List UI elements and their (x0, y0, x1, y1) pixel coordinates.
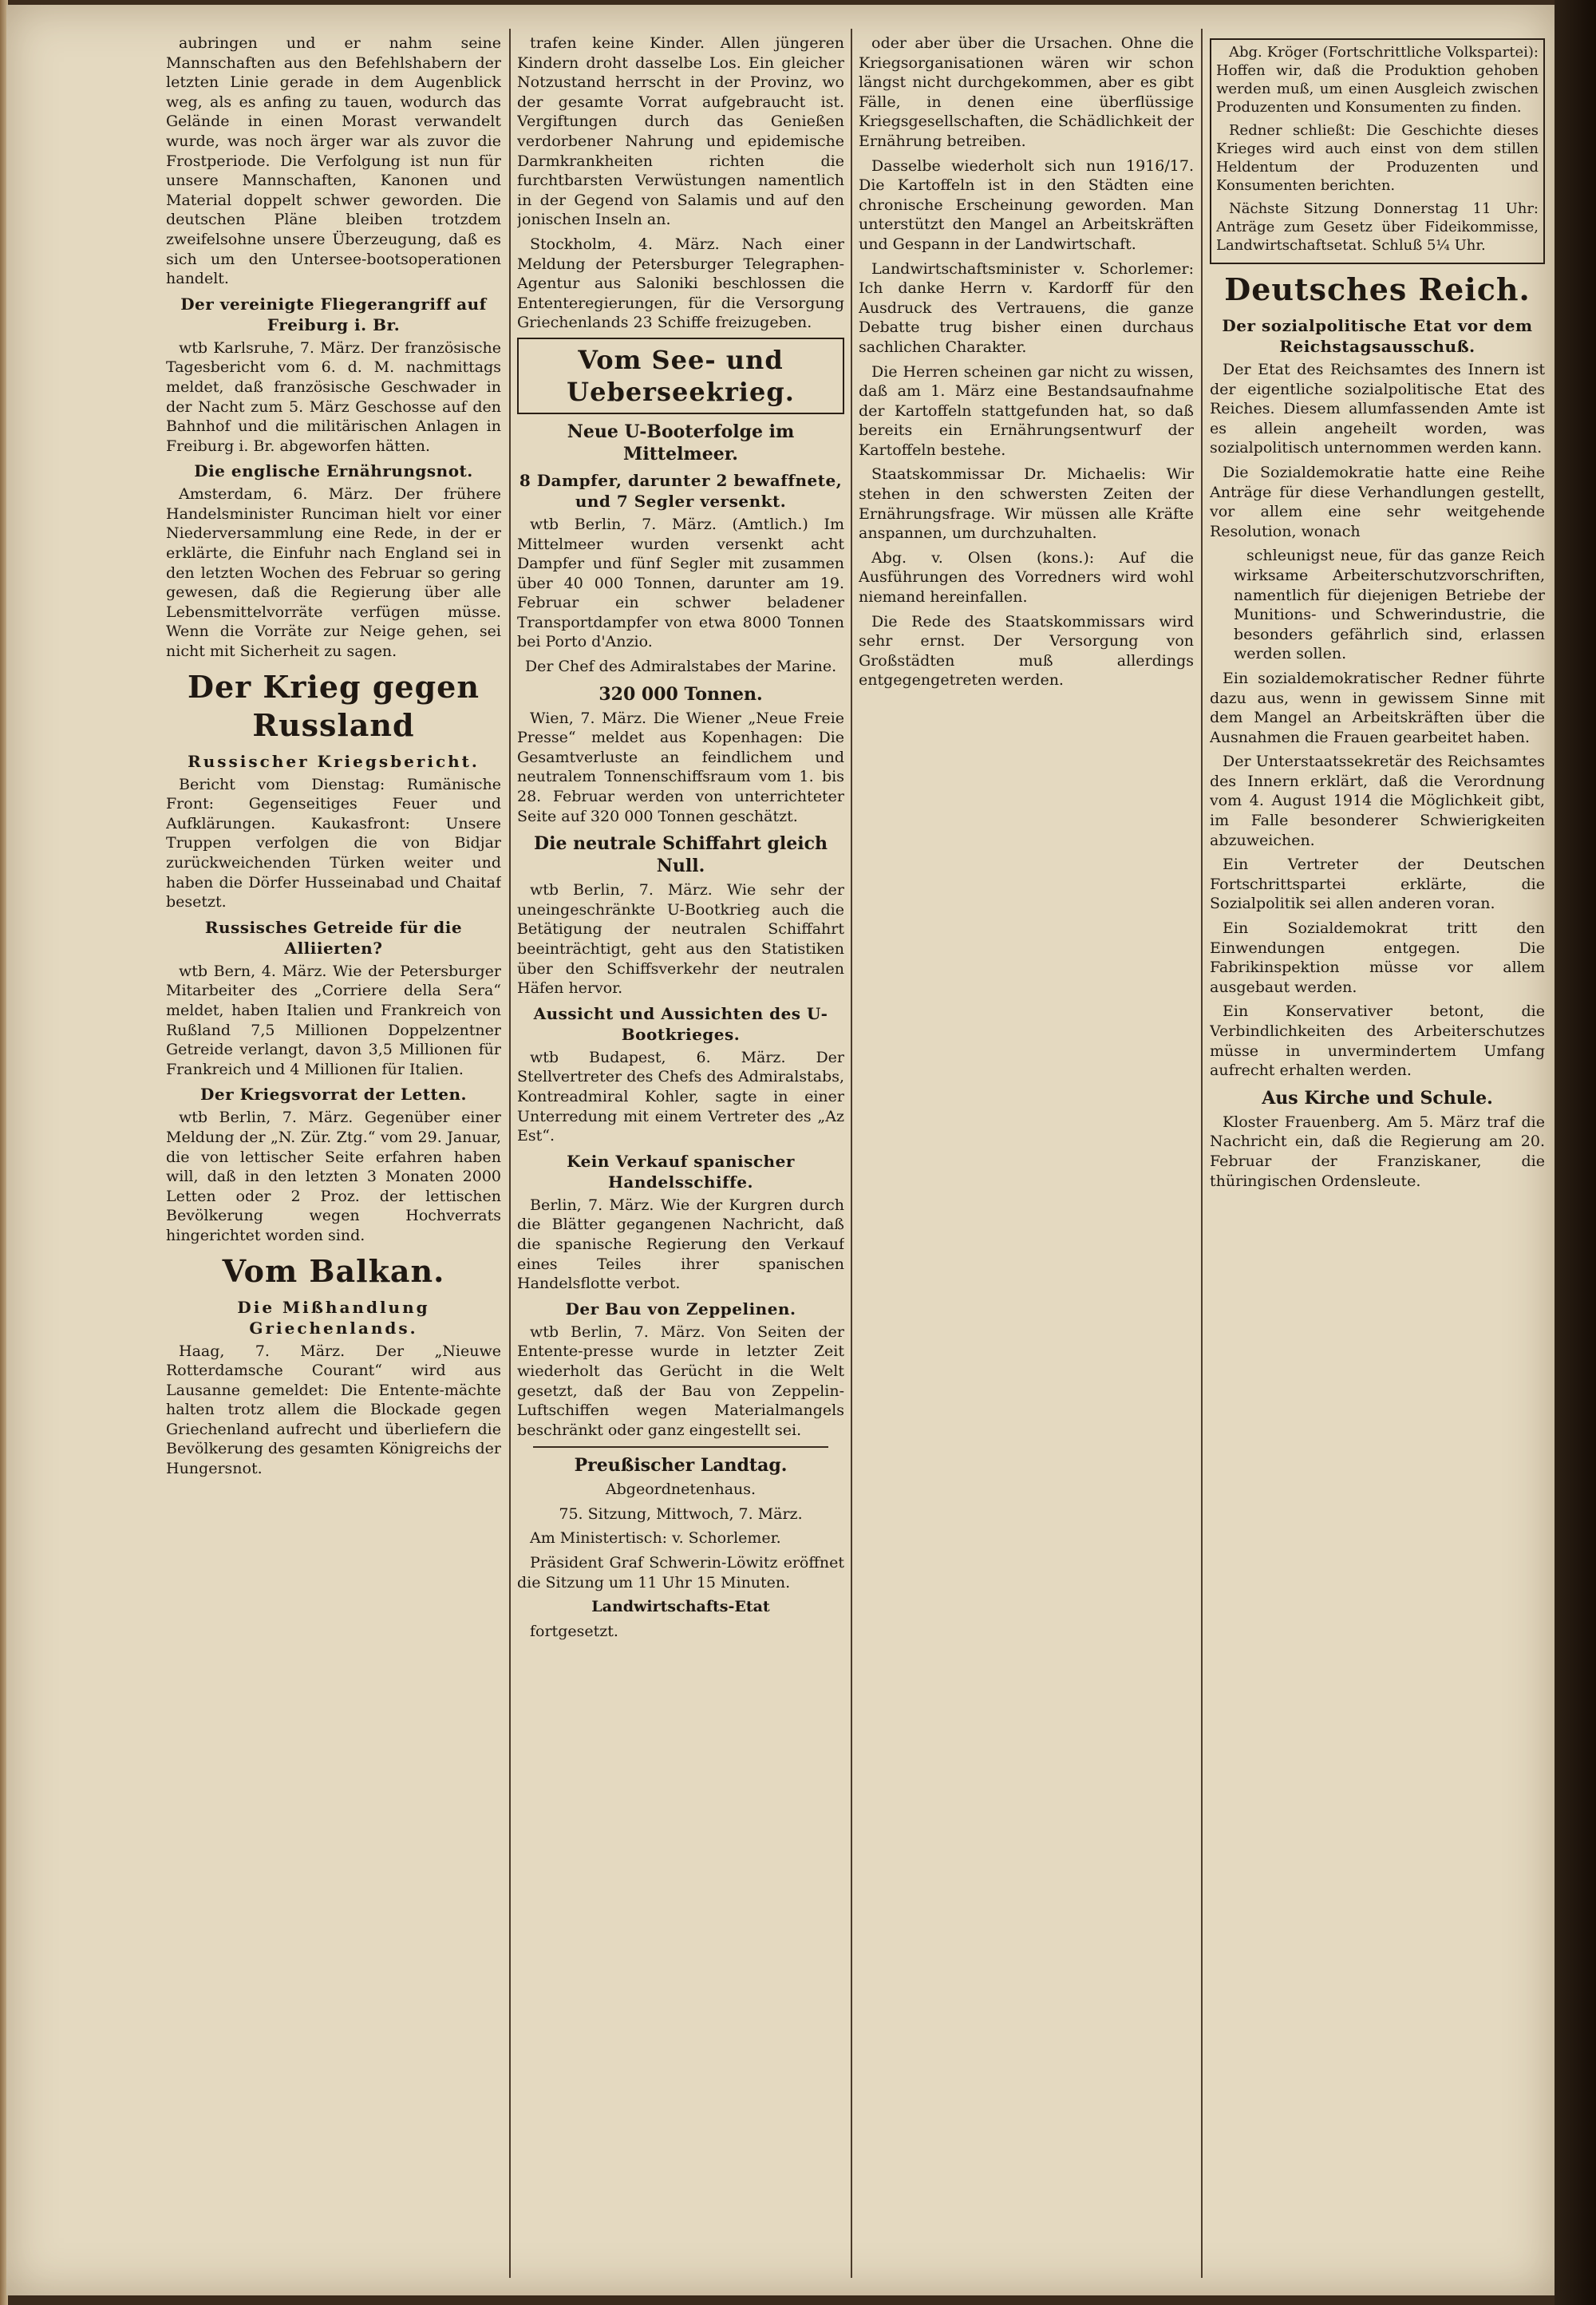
article-text: Staatskommissar Dr. Michaelis: Wir stehen in den schwersten Zeiten der Ernährungsfrage. Wir müssen alle Kräfte anspannen, um durchzuhalten. (859, 465, 1194, 543)
article-text: Am Ministertisch: v. Schorlemer. (530, 1529, 781, 1548)
article-text: aubringen und er nahm seine Mannschaften aus den Befehlshabern der letzten Linie gerade in dem Augenblick weg, als es anfing zu tauen, wodurch das Gelände in einen Morast verwandelt wurde, was noch ärger war als zuvor die Frostperiode. Die Verfolgung ist nun für unsere Mannschaften, Kanonen und Material doppelt schwer geworden. Die deutschen Pläne bleiben trotzdem zweifelsohne unsere Überzeugung, daß es sich um den Untersee-bootsoperationen handelt. (166, 34, 501, 288)
article-text: Der Unterstaatssekretär des Reichsamtes des Innern erklärt, daß die Verordnung vom 4. August 1914 die Möglichkeit gibt, im Falle besonderer Schwierigkeiten abzuweichen. (1210, 753, 1545, 849)
article-text: Die Rede des Staatskommissars wird sehr ernst. Der Versorgung von Großstädten muß allerdings entgegengetreten werden. (859, 612, 1194, 690)
article-text: Ein Konservativer betont, die Verbindlichkeiten des Arbeiterschutzes müsse in unvermindertem Umfang aufrecht erhalten werden. (1210, 1002, 1545, 1080)
headline-tonnen: 320 000 Tonnen. (598, 683, 763, 705)
section-heading-russland: Der Krieg gegen Russland (188, 668, 480, 743)
etat-heading: Landwirtschafts-Etat (591, 1598, 770, 1616)
article-text: wtb Bern, 4. März. Wie der Petersburger Mitarbeiter des „Corriere della Sera“ meldet, haben Italien und Frankreich von Rußland 7,5 Millionen Doppelzentner Getreide verlangt, davon 3,5 Millionen für Frankreich und 4 Millionen für Italien. (166, 962, 501, 1078)
column-rule (851, 29, 852, 2278)
headline-landtag: Preußischer Landtag. (574, 1455, 788, 1477)
headline-getreide: Russisches Getreide für die Alliierten? (204, 917, 463, 958)
headline-fliegerangriff: Der vereinigte Fliegerangriff auf Freiburg i. Br. (180, 294, 487, 334)
article-text: Die Herren scheinen gar nicht zu wissen, daß am 1. März eine Bestandsaufnahme der Kartoffeln stattgefunden hat, so daß bereits ein Ernährungsentwurf der Kartoffeln bestehe. (859, 362, 1194, 459)
article-text: Präsident Graf Schwerin-Löwitz eröffnet die Sitzung um 11 Uhr 15 Minuten. (517, 1554, 844, 1591)
article-text: Dasselbe wiederholt sich nun 1916/17. Die Kartoffeln ist in den Städten eine chronische Erscheinung geworden. Man unterstützt den Mangel an Arbeitskräften und Gespann in der Landwirtschaft. (859, 156, 1194, 253)
section-heading-see: Vom See- und Ueberseekrieg. (567, 344, 795, 407)
article-text: Haag, 7. März. Der „Nieuwe Rotterdamsche Courant“ wird aus Lausanne gemeldet: Die Entente-mächte halten trotz allem die Blockade gegen Griechenland aufrecht und überliefern die Bevölkerung des gesamten Königreichs der Hungersnot. (166, 1342, 501, 1478)
article-text: wtb Berlin, 7. März. (Amtlich.) Im Mittelmeer wurden versenkt acht Dampfer und fünf Segler mit zusammen über 40 000 Tonnen, darunter am 19. Februar ein schwer beladener Transportdampfer von etwa 8000 Tonnen bei Porto d'Anzio. (517, 515, 844, 651)
headline-kriegsvorrat: Der Kriegsvorrat der Letten. (200, 1085, 467, 1105)
separator (533, 1446, 828, 1448)
boxed-report (1210, 38, 1545, 264)
column-2 (517, 34, 844, 2276)
section-heading-reich: Deutsches Reich. (1224, 271, 1531, 307)
subheadline-abgeordnetenhaus: Abgeordnetenhaus. (605, 1481, 757, 1499)
article-text: wtb Berlin, 7. März. Gegenüber einer Meldung der „N. Zür. Ztg.“ vom 29. Januar, die von lettischer Seite erfahren haben will, daß in den letzten 3 Monaten 2000 Letten oder 2 Proz. der lettischen Bevölkerung wegen Hochverrats hingerichtet worden sind. (166, 1109, 501, 1244)
headline-kirche: Aus Kirche und Schule. (1262, 1087, 1493, 1109)
article-text: Ein Vertreter der Deutschen Fortschrittspartei erklärte, die Sozialpolitik sei allen anderen voran. (1210, 856, 1545, 913)
article-text: Landwirtschaftsminister v. Schorlemer: Ich danke Herrn v. Kardorff für den Ausdruck des Vertrauens, die ganze Debatte trug bisher einen durchaus sachlichen Charakter. (859, 259, 1194, 356)
article-text: Ein sozialdemokratischer Redner führte dazu aus, wenn in gewissem Sinne mit dem Mangel an Arbeitskräften über die Ausnahmen die Frauen gearbeitet haben. (1210, 669, 1545, 746)
article-text: Redner schließt: Die Geschichte dieses Krieges wird auch einst von dem stillen Heldentum der Produzenten und Konsumenten berichten. (1216, 122, 1539, 194)
article-text: Ein Sozialdemokrat tritt den Einwendungen entgegen. Die Fabrikinspektion müsse vor allem ausgebaut werden. (1210, 919, 1545, 996)
article-text: oder aber über die Ursachen. Ohne die Kriegsorganisationen wären wir schon längst nicht durchgekommen, aber es gibt Fälle, in denen eine überflüssige Kriegsgesellschaften, die Schädlichkeit der Ernährung betreiben. (859, 34, 1194, 150)
headline-ernaehrung: Die englische Ernährungsnot. (194, 461, 473, 481)
headline-aussicht: Aussicht und Aussichten des U-Bootkrieges. (533, 1003, 828, 1044)
article-text: Kloster Frauenberg. Am 5. März traf die Nachricht ein, daß die Regierung am 20. Februar der Franziskaner, die thüringischen Ordensleute. (1210, 1113, 1545, 1190)
article-text: trafen keine Kinder. Allen jüngeren Kindern droht dasselbe Los. Ein gleicher Notzustand herrscht in der Provinz, wo der gesamte Vorrat aufgebraucht ist. Vergiftungen durch das Genießen verdorbener Nahrung und epidemische Darmkrankheiten richten die furchtbarsten Verwüstungen namentlich in der Gegend von Salamis und auf den jonischen Inseln an. (517, 34, 844, 229)
headline-erfolge: Neue U-Booterfolge im Mittelmeer. (567, 421, 795, 465)
column-4 (1210, 34, 1545, 2276)
article-text: fortgesetzt. (530, 1622, 618, 1640)
article-text: Stockholm, 4. März. Nach einer Meldung der Petersburger Telegraphen-Agentur aus Saloniki beschlossen die Ententeregierungen, für die Versorgung Griechenlands 23 Schiffe freizugeben. (517, 235, 844, 332)
headline-griechenland: Die Mißhandlung Griechenlands. (237, 1297, 430, 1338)
headline-zeppelin: Der Bau von Zeppelinen. (565, 1299, 796, 1319)
headline-russ-bericht: Russischer Kriegsbericht. (188, 751, 480, 771)
section-box-see (517, 338, 844, 414)
page-right-edge (1555, 0, 1596, 2305)
article-text: wtb Budapest, 6. März. Der Stellvertreter des Chefs des Admiralstabs, Kontreadmiral Kohler, sagte in einer Unterredung mit einem Vertreter des „Az Est“. (517, 1048, 844, 1145)
article-text: wtb Berlin, 7. März. Wie sehr der uneingeschränkte U-Bootkrieg auch die Betätigung der neutralen Schiffahrt beeinträchtigt, geht aus den Statistiken über den Schiffsverkehr der neutralen Häfen hervor. (517, 881, 844, 998)
article-text: wtb Karlsruhe, 7. März. Der französische Tagesbericht vom 6. d. M. nachmittags meldet, daß französische Geschwader in der Nacht zum 5. März Geschosse auf den Bahnhof und die militärischen Anlagen in Freiburg i. Br. abgeworfen hätten. (166, 338, 501, 455)
article-text: Die Sozialdemokratie hatte eine Reihe Anträge für diese Verhandlungen gestellt, vor allem eine sehr weitgehende Resolution, wonach (1210, 463, 1545, 540)
article-text: Amsterdam, 6. März. Der frühere Handelsminister Runciman hielt vor einer Niederversammlung eine Rede, in der er erklärte, die Einfuhr nach England sei in den letzten Wochen des Februar so gering gewesen, daß die Regierung über alle Lebensmittelvorräte verfügen müsse. Wenn die Vorräte zur Neige gehen, sei nicht mit Sicherheit zu sagen. (166, 485, 501, 661)
section-heading-balkan: Vom Balkan. (222, 1252, 445, 1289)
column-1 (166, 34, 501, 2276)
headline-neutral: Die neutrale Schiffahrt gleich Null. (534, 833, 828, 877)
article-text: Der Etat des Reichsamtes des Innern ist der eigentliche sozialpolitische Etat des Reiches. Diesem allumfassenden Amte ist es allein angeheilt worden, was sozialpolitisch unternommen werden kann. (1210, 361, 1545, 457)
article-text: Abg. Kröger (Fortschrittliche Volkspartei): Hoffen wir, daß die Produktion gehoben werden muß, um einen Ausgleich zwischen Produzenten und Konsumenten zu finden. (1216, 44, 1539, 116)
quoted-resolution: schleunigst neue, für das ganze Reich wirksame Arbeiterschutzvorschriften, namentlich für diejenigen Betriebe der Munitions- und Schwerindustrie, die besonders gefährlich sind, erlassen werden sollen. (1234, 547, 1545, 663)
column-rule (509, 29, 511, 2278)
session-line: 75. Sitzung, Mittwoch, 7. März. (559, 1504, 803, 1523)
newspaper-page (6, 5, 1555, 2295)
article-text: Bericht vom Dienstag: Rumänische Front: Gegenseitiges Feuer und Aufklärungen. Kaukasfront: Unsere Truppen verfolgen die von Bidjar zurückweichenden Türken weiter und haben die Dörfer Husseinabad und Chaitaf besetzt. (166, 775, 501, 911)
column-rule (1201, 29, 1203, 2278)
article-text: Abg. v. Olsen (kons.): Auf die Ausführungen des Vorredners wird wohl niemand hereinfallen. (859, 548, 1194, 607)
subheadline-erfolge: 8 Dampfer, darunter 2 bewaffnete, und 7 Segler versenkt. (519, 470, 843, 511)
headline-spanien: Kein Verkauf spanischer Handelsschiffe. (567, 1151, 795, 1192)
article-text: Berlin, 7. März. Wie der Kurgren durch die Blätter gegangenen Nachricht, daß die spanische Regierung den Verkauf eines Teiles ihrer spanischen Handelsflotte verbot. (517, 1196, 844, 1293)
headline-etat: Der sozialpolitische Etat vor dem Reichstagsausschuß. (1222, 316, 1533, 356)
signature-chef: Der Chef des Admiralstabes der Marine. (524, 658, 837, 676)
article-text: wtb Berlin, 7. März. Von Seiten der Entente-presse wurde in letzter Zeit wiederholt das Gerücht in die Welt gesetzt, daß der Bau von Zeppelin-Luftschiffen wegen Materialmangels beschränkt oder ganz eingestellt sei. (517, 1323, 844, 1439)
article-text: Nächste Sitzung Donnerstag 11 Uhr: Anträge zum Gesetz über Fideikommisse, Landwirtschaftsetat. Schluß 5¼ Uhr. (1216, 200, 1539, 254)
article-text: Wien, 7. März. Die Wiener „Neue Freie Presse“ meldet aus Kopenhagen: Die Gesamtverluste an feindlichem und neutralem Tonnenschiffsraum vom 1. bis 28. Februar werden von unterrichteter Seite auf 320 000 Tonnen geschätzt. (517, 709, 844, 825)
column-3 (859, 34, 1194, 2276)
